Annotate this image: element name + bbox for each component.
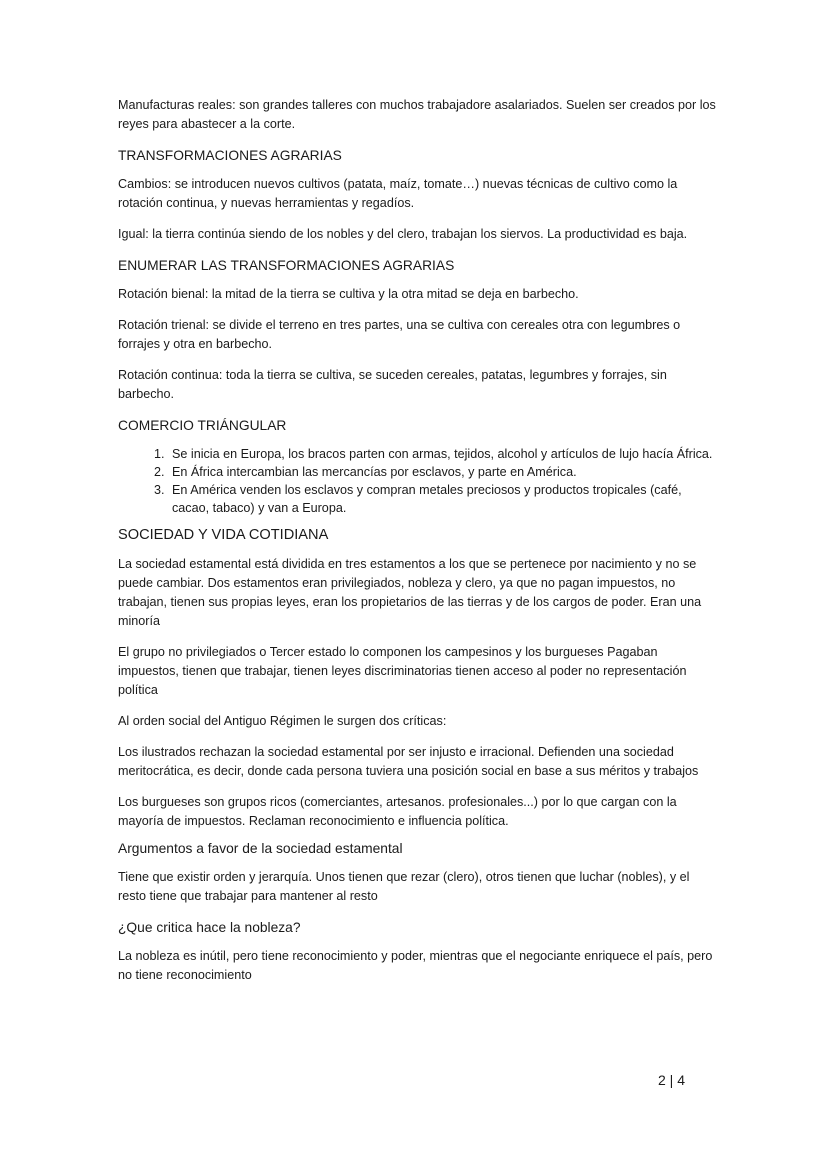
paragraph-orden-jerarquia: Tiene que existir orden y jerarquía. Unos tienen que rezar (clero), otros tienen que luchar (nobles), y el resto tiene que trabajar para mantener al resto <box>118 870 690 903</box>
paragraph-sociedad-estamental: La sociedad estamental está dividida en tres estamentos a los que se pertenece por nacimiento y no se puede cambiar. Dos estamentos eran privilegiados, nobleza y clero, ya que no pagan impuestos, no trabajan, tienen sus propias leyes, eran los propietarios de las tierras y de los cargos de poder. Eran una minoría <box>118 557 702 628</box>
document-page <box>118 96 716 997</box>
list-item: 3. En América venden los esclavos y compran metales preciosos y productos tropicales (café, cacao, tabaco) y van a Europa. <box>168 481 716 517</box>
list-item: 2. En África intercambian las mercancías por esclavos, y parte en América. <box>168 463 716 481</box>
list-item: 1. Se inicia en Europa, los bracos parten con armas, tejidos, alcohol y artículos de lujo hacía África. <box>168 445 716 463</box>
paragraph-nobleza: La nobleza es inútil, pero tiene reconocimiento y poder, mientras que el negociante enriquece el país, pero no tiene reconocimiento <box>118 949 713 982</box>
page-number: 2 | 4 <box>658 1072 685 1088</box>
paragraph-manufacturas: Manufacturas reales: son grandes talleres con muchos trabajadore asalariados. Suelen ser creados por los reyes para abastecer a la corte. <box>118 98 716 131</box>
paragraph-igual: Igual: la tierra continúa siendo de los nobles y del clero, trabajan los siervos. La productividad es baja. <box>118 227 688 241</box>
paragraph-cambios: Cambios: se introducen nuevos cultivos (patata, maíz, tomate…) nuevas técnicas de cultivo como la rotación continua, y nuevas herramientas y regadíos. <box>118 177 678 210</box>
paragraph-rotacion-continua: Rotación continua: toda la tierra se cultiva, se suceden cereales, patatas, legumbres y forrajes, sin barbecho. <box>118 368 667 401</box>
paragraph-ilustrados: Los ilustrados rechazan la sociedad estamental por ser injusto e irracional. Defienden una sociedad meritocrática, es decir, donde cada persona tuviera una posición social en base a sus méritos y trabajos <box>118 745 699 778</box>
heading-sociedad-vida-cotidiana: SOCIEDAD Y VIDA COTIDIANA <box>118 527 329 543</box>
paragraph-rotacion-bienal: Rotación bienal: la mitad de la tierra se cultiva y la otra mitad se deja en barbecho. <box>118 287 579 301</box>
paragraph-tercer-estado: El grupo no privilegiados o Tercer estado lo componen los campesinos y los burgueses Pagaban impuestos, tienen que trabajar, tienen leyes discriminatorias tienen acceso al poder no representación política <box>118 645 687 697</box>
heading-enumerar-transformaciones: ENUMERAR LAS TRANSFORMACIONES AGRARIAS <box>118 258 455 273</box>
heading-transformaciones-agrarias: TRANSFORMACIONES AGRARIAS <box>118 148 342 163</box>
heading-critica-nobleza: ¿Que critica hace la nobleza? <box>118 920 301 935</box>
comercio-list <box>118 445 716 517</box>
paragraph-rotacion-trienal: Rotación trienal: se divide el terreno en tres partes, una se cultiva con cereales otra con legumbres o forrajes y otra en barbecho. <box>118 318 681 351</box>
paragraph-burgueses: Los burgueses son grupos ricos (comerciantes, artesanos. profesionales...) por lo que cargan con la mayoría de impuestos. Reclaman reconocimiento e influencia política. <box>118 795 677 828</box>
heading-comercio-triangular: COMERCIO TRIÁNGULAR <box>118 418 287 433</box>
heading-argumentos: Argumentos a favor de la sociedad estamental <box>118 841 403 856</box>
paragraph-orden-social: Al orden social del Antiguo Régimen le surgen dos críticas: <box>118 714 447 728</box>
